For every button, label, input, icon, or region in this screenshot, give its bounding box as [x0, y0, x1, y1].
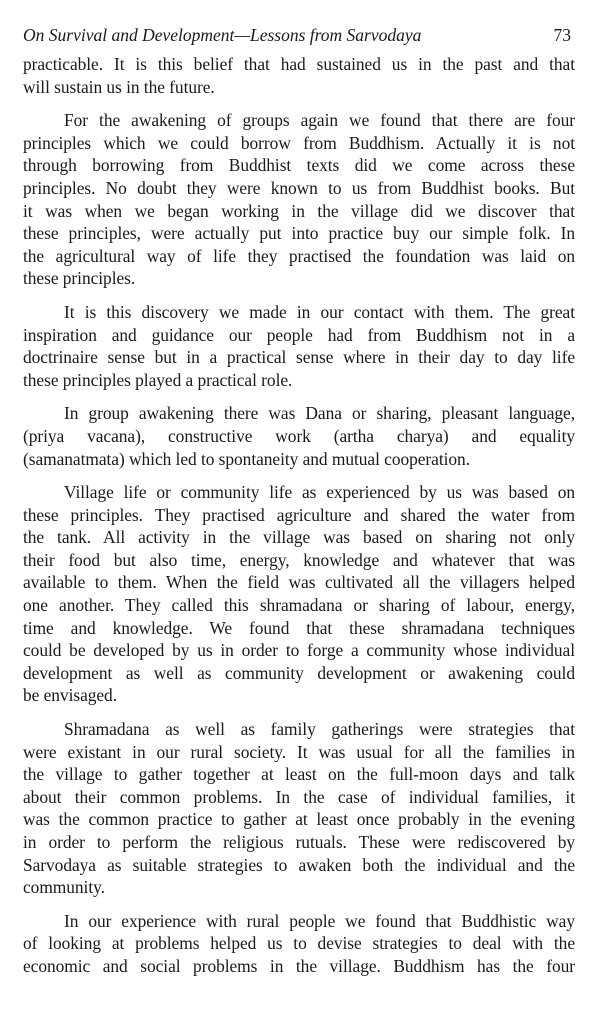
- text-line: (samanatmata) which led to spontaneity and mutual cooperation.: [23, 448, 470, 469]
- text-line: was the common practice to gather at least once probably in the evening: [23, 809, 575, 830]
- page-number: 73: [553, 25, 571, 45]
- text-line: their food but also time, energy, knowledge and whatever that was: [23, 549, 575, 570]
- text-line: inspiration and guidance our people had from Buddhism not in a: [23, 324, 575, 345]
- text-line: Shramadana as well as family gatherings were strategies that: [64, 719, 575, 740]
- text-line: principles. No doubt they were known to us from Buddhist books. But: [23, 177, 575, 198]
- text-line: Sarvodaya as suitable strategies to awaken both the individual and the: [23, 854, 575, 875]
- running-title: On Survival and Development—Lessons from Sarvodaya: [23, 25, 422, 45]
- text-line: be envisaged.: [23, 685, 117, 706]
- text-line: about their common problems. In the case of individual families, it: [23, 786, 575, 807]
- text-line: these principles. They practised agriculture and shared the water from: [23, 504, 575, 525]
- text-line: It is this discovery we made in our contact with them. The great: [64, 301, 575, 322]
- running-header: [23, 24, 575, 46]
- text-line: of looking at problems helped us to devise strategies to deal with the: [23, 933, 575, 954]
- text-line: will sustain us in the future.: [23, 76, 215, 97]
- paragraph: [23, 53, 575, 98]
- paragraph: [23, 109, 575, 290]
- paragraph: [23, 481, 575, 707]
- text-line: these principles.: [23, 268, 136, 289]
- text-line: In group awakening there was Dana or sharing, pleasant language,: [64, 403, 575, 424]
- text-line: economic and social problems in the village. Buddhism has the four: [23, 955, 575, 976]
- text-line: these principles played a practical role.: [23, 369, 293, 390]
- text-line: could be developed by us in order to forge a community whose individual: [23, 640, 575, 661]
- text-line: (priya vacana), constructive work (artha charya) and equality: [23, 425, 575, 446]
- text-line: development as well as community development or awakening could: [23, 662, 575, 683]
- paragraph: [23, 910, 575, 978]
- text-line: these principles, were actually put into practice buy our simple folk. In: [23, 223, 575, 244]
- text-line: through borrowing from Buddhist texts did we come across these: [23, 155, 575, 176]
- paragraph: [23, 718, 575, 899]
- text-line: community.: [23, 877, 105, 898]
- text-line: it was when we began working in the village did we discover that: [23, 200, 575, 221]
- text-line: were existant in our rural society. It was usual for all the families in: [23, 741, 575, 762]
- text-line: practicable. It is this belief that had sustained us in the past and that: [23, 54, 575, 74]
- text-line: in order to perform the religious rutuals. These were rediscovered by: [23, 832, 575, 852]
- text-line: In our experience with rural people we found that Buddhistic way: [64, 910, 575, 931]
- text-line: one another. They called this shramadana or sharing of labour, energy,: [23, 595, 575, 616]
- text-line: the village to gather together at least on the full-moon days and talk: [23, 764, 575, 785]
- text-line: time and knowledge. We found that these shramadana techniques: [23, 617, 575, 638]
- text-line: Village life or community life as experienced by us was based on: [64, 482, 575, 503]
- text-line: the agricultural way of life they practised the foundation was laid on: [23, 245, 575, 266]
- paragraph: [23, 301, 575, 391]
- text-line: the tank. All activity in the village was based on sharing not only: [23, 527, 575, 548]
- body-text: [23, 53, 575, 978]
- text-line: available to them. When the field was cultivated all the villagers helped: [23, 572, 575, 593]
- text-line: principles which we could borrow from Buddhism. Actually it is not: [23, 132, 575, 153]
- paragraph: [23, 402, 575, 470]
- text-line: doctrinaire sense but in a practical sense where in their day to day life: [23, 347, 575, 368]
- text-line: For the awakening of groups again we found that there are four: [64, 110, 575, 131]
